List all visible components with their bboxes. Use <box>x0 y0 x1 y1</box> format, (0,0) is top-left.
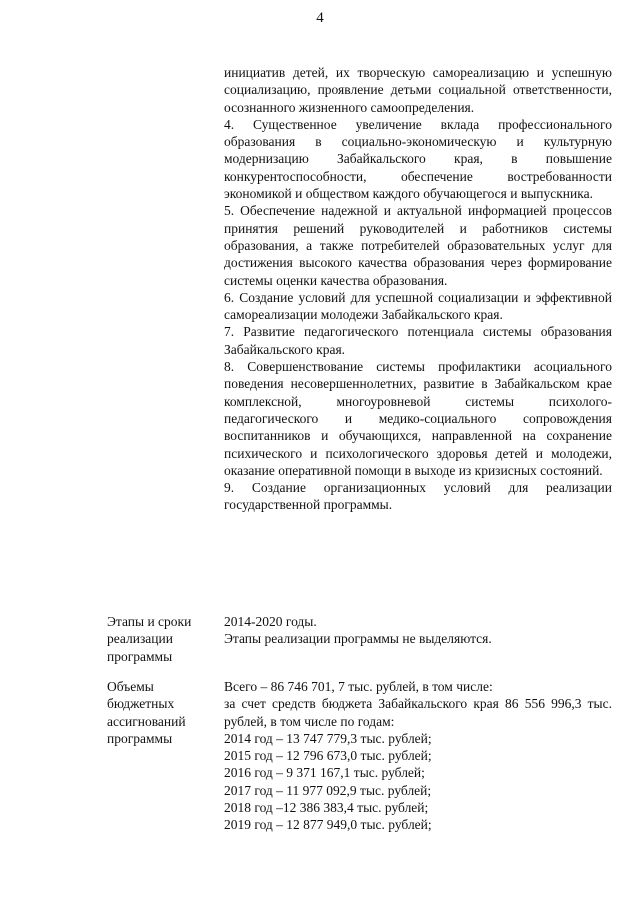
funding-line: 2019 год – 12 877 949,0 тыс. рублей; <box>224 817 432 833</box>
funding-line: 2015 год – 12 796 673,0 тыс. рублей; <box>224 748 432 764</box>
funding-line: 2014 год – 13 747 779,3 тыс. рублей; <box>224 730 432 746</box>
funding-line: 2016 год – 9 371 167,1 тыс. рублей; <box>224 765 425 781</box>
goal-item: 9. Создание организационных условий для реализации государственной программы. <box>224 480 612 513</box>
funding-line: Всего – 86 746 701, 7 тыс. рублей, в том числе: <box>224 679 493 694</box>
goal-item: 7. Развитие педагогического потенциала системы образования Забайкальского края. <box>224 324 612 357</box>
page-number: 4 <box>316 10 324 26</box>
program-goals-list <box>224 64 612 514</box>
goal-item: 5. Обеспечение надежной и актуальной информацией процессов принятия решений руководителей и работников системы образования, а также потребителей образовательных услуг для достижения высокого качества образования через формирование системы оценки качества образования. <box>224 203 612 288</box>
goal-item: инициатив детей, их творческую самореализацию и успешную социализацию, проявление детьми социальной ответственности, осознанного жизненного самоопределения. <box>224 65 612 115</box>
stages-label: Этапы и сроки реализации программы <box>107 614 192 664</box>
goal-item: 4. Существенное увеличение вклада профессионального образования в социально-экономическую и культурную модернизацию Забайкальского края, в повышение конкурентоспособности, обеспечение востребованности экономикой и обществом каждого обучающегося и выпускника. <box>224 116 612 202</box>
funding-line: за счет средств бюджета Забайкальского края 86 556 996,3 тыс. рублей, в том числе по годам: <box>224 696 612 729</box>
stages-line: Этапы реализации программы не выделяются. <box>224 631 492 647</box>
stages-line: 2014-2020 годы. <box>224 614 317 629</box>
funding-line: 2018 год –12 386 383,4 тыс. рублей; <box>224 800 429 816</box>
funding-label: Объемы бюджетных ассигнований программы <box>107 679 186 746</box>
stages-value <box>224 613 612 648</box>
goal-item: 8. Совершенствование системы профилактики асоциального поведения несовершеннолетних, развитие в Забайкальском крае комплексной, многоуровневой системы психолого-педагогического и медико-социального сопровождения воспитанников и обучающихся, направленной на сохранение психического и психологического здоровья детей и молодежи, оказание оперативной помощи в выходе из кризисных состояний. <box>224 359 612 478</box>
goal-item: 6. Создание условий для успешной социализации и эффективной самореализации молодежи Забайкальского края. <box>224 289 612 323</box>
funding-value <box>224 678 612 834</box>
funding-line: 2017 год – 11 977 092,9 тыс. рублей; <box>224 782 432 798</box>
